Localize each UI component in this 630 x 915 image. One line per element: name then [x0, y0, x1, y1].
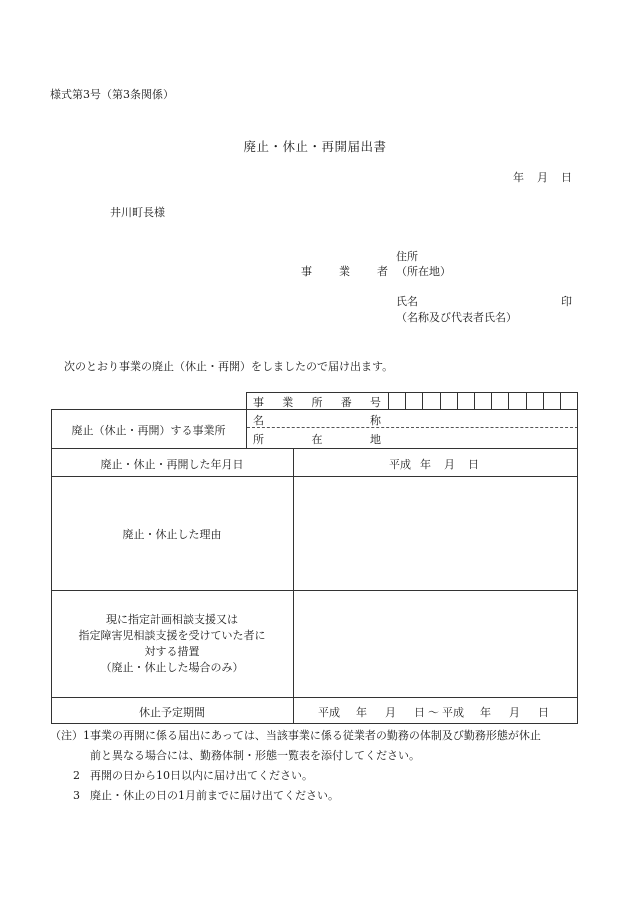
operator-char: 事: [301, 265, 312, 278]
notes-section: [50, 726, 580, 806]
table-rule: [246, 392, 578, 393]
operator-char: 業: [339, 265, 350, 278]
reason-label: 廃止・休止した理由: [122, 528, 222, 541]
day-unit: 日: [561, 171, 572, 184]
number-box-divider: [508, 392, 509, 409]
address-sub-label: （所在地）: [396, 265, 451, 278]
measures-label: 現に指定計画相談支援又は 指定障害児相談支援を受けていた者に 対する措置 （廃止・休止した場合のみ）: [78, 613, 266, 674]
note-item: 3 廃止・休止の日の1月前までに届け出てください。: [73, 789, 339, 802]
reason-input-area[interactable]: [294, 477, 577, 590]
notes-prefix: （注）: [50, 729, 83, 742]
addressee: 井川町長様: [110, 206, 165, 219]
table-rule: [51, 697, 578, 698]
table-rule: [388, 392, 389, 409]
number-box-divider: [526, 392, 527, 409]
table-rule: [51, 723, 578, 724]
table-rule: [246, 392, 247, 449]
table-rule: [577, 392, 578, 724]
seal-mark: 印: [561, 295, 572, 308]
intro-statement: 次のとおり事業の廃止（休止・再開）をしましたので届け出ます。: [64, 360, 394, 373]
form-number: 様式第3号（第3条関係）: [50, 88, 174, 101]
name-label: 氏名: [396, 295, 418, 308]
document-title: 廃止・休止・再開届出書: [243, 139, 387, 154]
number-box-divider: [405, 392, 406, 409]
note-item: 2 再開の日から10日以内に届け出てください。: [73, 769, 313, 782]
office-number-label: 事 業 所 番 号: [253, 396, 381, 409]
period-value: 平成 年 月 日 ～ 平成 年 月 日: [318, 706, 549, 719]
number-box-divider: [474, 392, 475, 409]
table-rule: [51, 448, 578, 449]
number-box-divider: [422, 392, 423, 409]
number-box-divider: [440, 392, 441, 409]
number-box-divider: [491, 392, 492, 409]
name-sub-label: （名称及び代表者氏名）: [396, 311, 517, 324]
submission-date: [513, 169, 572, 185]
year-unit: 年: [513, 171, 524, 184]
office-name-label: 名 称: [253, 414, 381, 427]
operator-char: 者: [377, 265, 388, 278]
number-box-divider: [543, 392, 544, 409]
office-location-label: 所 在 地: [253, 433, 381, 446]
period-label: 休止予定期間: [139, 706, 205, 719]
measures-input-area[interactable]: [294, 591, 577, 697]
number-box-divider: [457, 392, 458, 409]
note-item: （注）1 事業の再開に係る届出にあっては、当該事業に係る従業者の勤務の体制及び勤務形態が休止 前と異なる場合には、勤務体制・形態一覧表を添付してください。: [50, 729, 541, 762]
date-row-label: 廃止・休止・再開した年月日: [100, 458, 244, 471]
number-box-divider: [560, 392, 561, 409]
month-unit: 月: [537, 171, 548, 184]
operator-label: [301, 263, 388, 279]
address-label: 住所: [396, 250, 418, 263]
date-row-value: 平成 年 月 日: [389, 458, 479, 471]
office-label: 廃止（休止・再開）する事業所: [71, 424, 226, 437]
